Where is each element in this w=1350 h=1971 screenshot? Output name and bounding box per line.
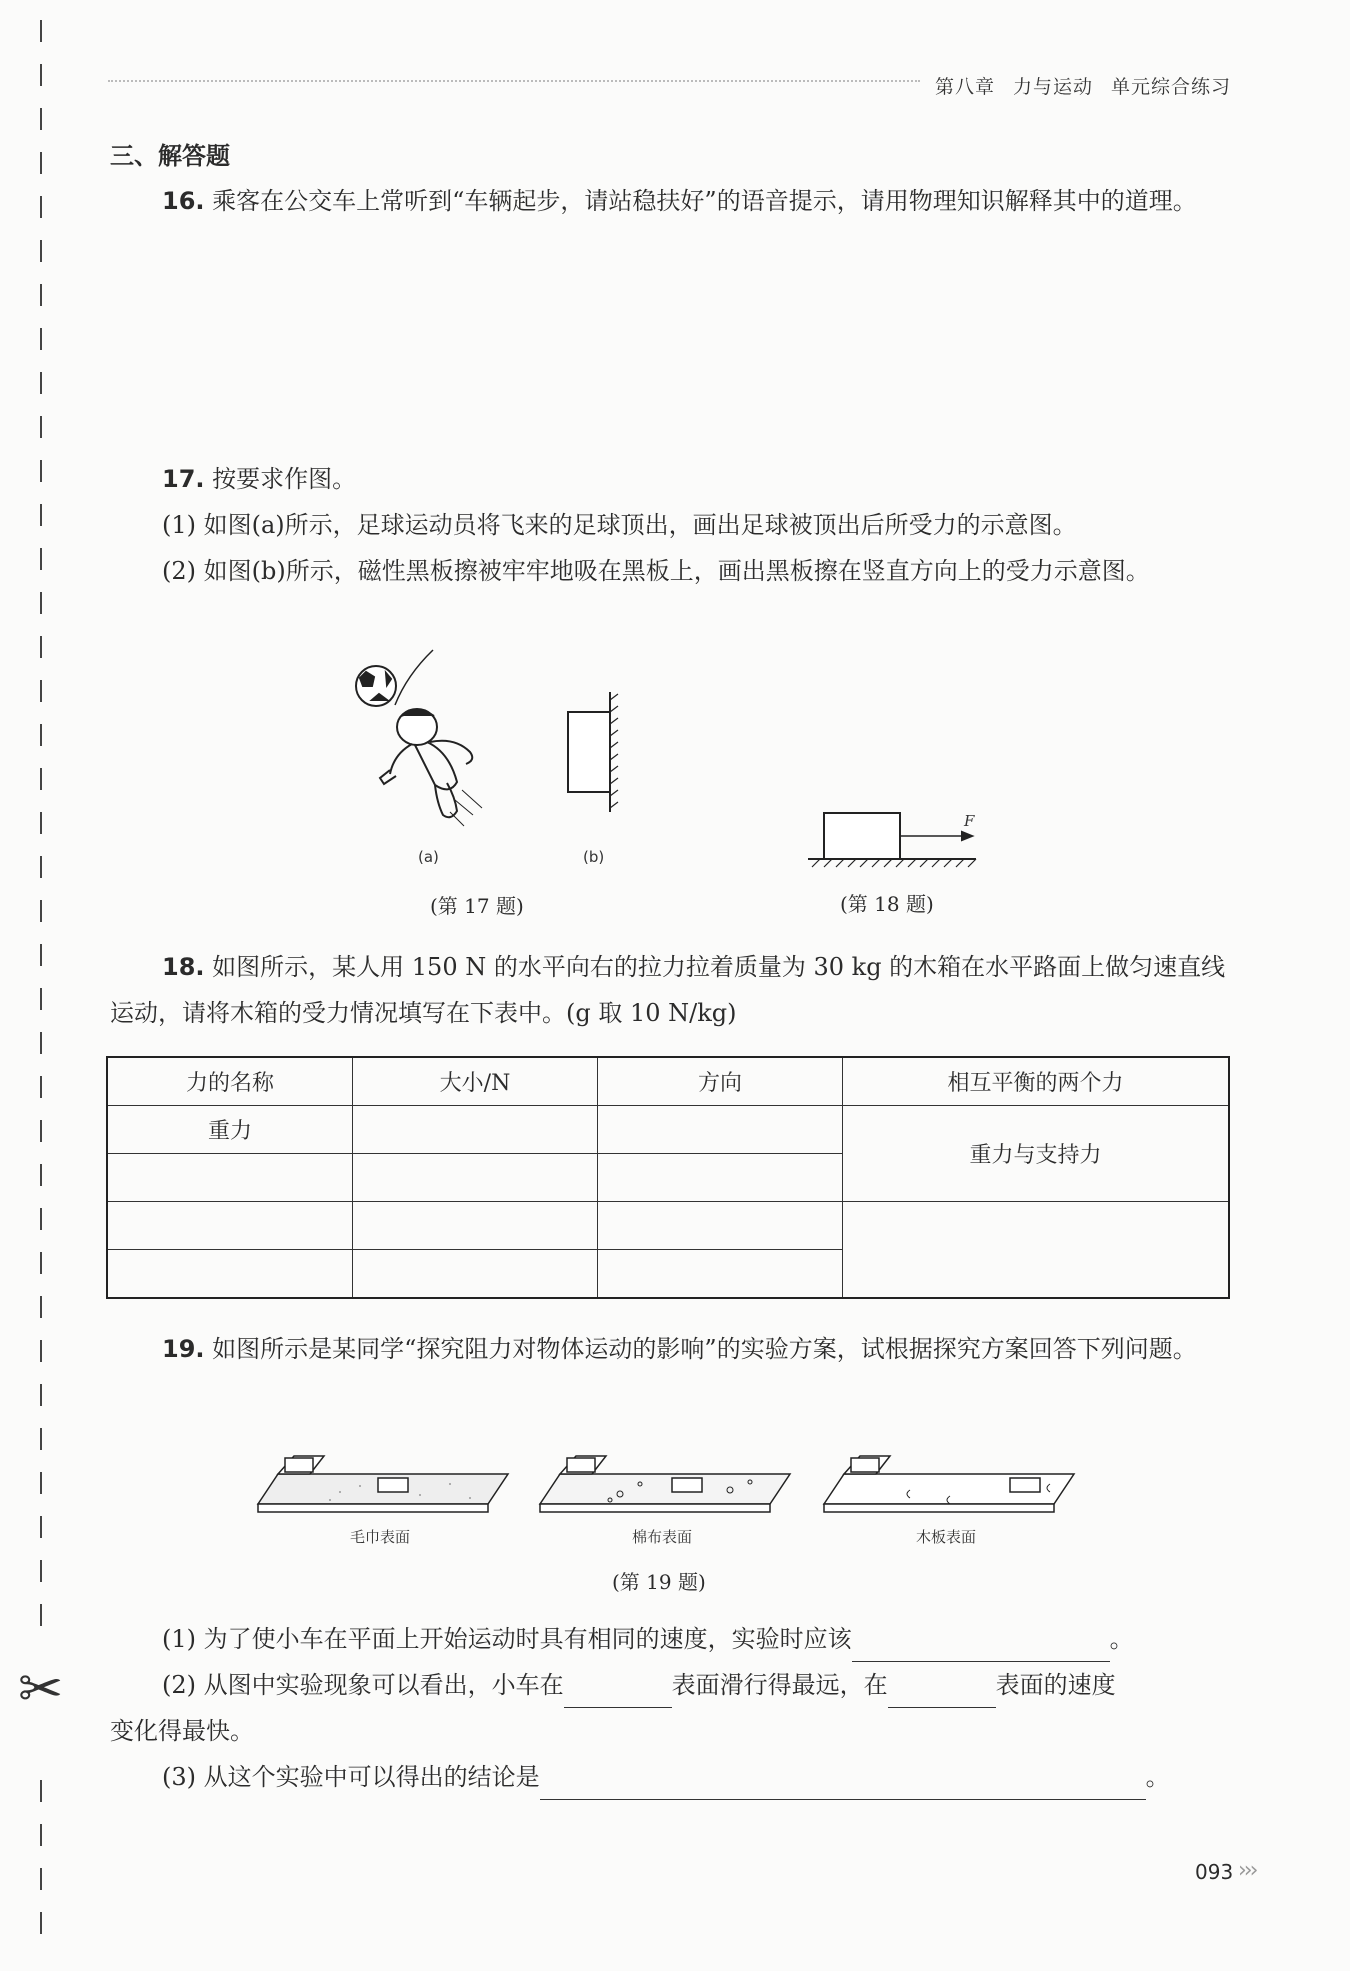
cut-line-dash xyxy=(40,988,42,1010)
surface-label-towel: 毛巾表面 xyxy=(350,1528,411,1546)
cut-line-dash xyxy=(40,1296,42,1318)
question-19-sub1 xyxy=(110,1616,1230,1662)
question-text: 如图所示是某同学“探究阻力对物体运动的影响”的实验方案，试根据探究方案回答下列问题。 xyxy=(212,1335,1197,1363)
header-chapter: 第八章 xyxy=(935,76,996,98)
question-19 xyxy=(110,1326,1230,1372)
force-table xyxy=(106,1056,1230,1299)
question-text: 乘客在公交车上常听到“车辆起步，请站稳扶好”的语音提示，请用物理知识解释其中的道理。 xyxy=(212,187,1197,215)
table-cell[interactable] xyxy=(598,1154,843,1202)
cut-line-dash xyxy=(40,1868,42,1890)
cut-line-dash xyxy=(40,1560,42,1582)
page-arrows-icon: ››› xyxy=(1238,1858,1256,1883)
table-cell: 重力 xyxy=(107,1106,353,1154)
table-cell[interactable] xyxy=(598,1250,843,1299)
cut-line-dash xyxy=(40,1252,42,1274)
sub2-text-c: 表面的速度 xyxy=(995,1671,1116,1699)
surface-label-cotton: 棉布表面 xyxy=(632,1528,693,1546)
cut-line-dash xyxy=(40,1912,42,1934)
cut-line-dash xyxy=(40,20,42,42)
figure-label-a: (a) xyxy=(418,848,439,866)
running-header xyxy=(935,72,1249,99)
table-header: 方向 xyxy=(598,1057,843,1106)
cut-line-dash xyxy=(40,416,42,438)
cut-line-dash xyxy=(40,1384,42,1406)
question-18 xyxy=(110,944,1230,1036)
figure-label-b: (b) xyxy=(583,848,605,866)
table-header: 相互平衡的两个力 xyxy=(843,1057,1230,1106)
table-cell[interactable] xyxy=(353,1202,598,1250)
header-topic: 力与运动 xyxy=(1013,76,1094,98)
table-row xyxy=(107,1106,1229,1154)
caption-17: (第 17 题) xyxy=(430,894,524,918)
force-label: F xyxy=(964,812,975,830)
cut-line-dash xyxy=(40,504,42,526)
cut-line-dash xyxy=(40,1340,42,1362)
cut-line-dash xyxy=(40,460,42,482)
cut-line-dash xyxy=(40,372,42,394)
table-cell[interactable] xyxy=(598,1106,843,1154)
cut-line-dash xyxy=(40,64,42,86)
cut-line-dash xyxy=(40,196,42,218)
end-mark: 。 xyxy=(1109,1625,1134,1653)
table-header: 力的名称 xyxy=(107,1057,353,1106)
answer-blank[interactable] xyxy=(564,1677,672,1708)
table-cell[interactable] xyxy=(353,1106,598,1154)
header-rule xyxy=(108,80,920,82)
towel-track xyxy=(258,1456,508,1512)
cut-line-dash xyxy=(40,1076,42,1098)
question-16 xyxy=(110,178,1230,224)
table-header-row xyxy=(107,1057,1229,1106)
table-cell[interactable] xyxy=(843,1202,1230,1299)
cut-line-dash xyxy=(40,944,42,966)
answer-blank[interactable] xyxy=(540,1769,1146,1800)
cut-line-dash xyxy=(40,548,42,570)
cut-line-dash xyxy=(40,1604,42,1626)
figure-17-18 xyxy=(0,640,1350,890)
table-cell[interactable] xyxy=(107,1250,353,1299)
question-17 xyxy=(110,456,1230,502)
question-17-sub2: (2) 如图(b)所示，磁性黑板擦被牢牢地吸在黑板上，画出黑板擦在竖直方向上的受力示意图。 xyxy=(162,557,1150,585)
cut-line-dash xyxy=(40,1780,42,1802)
cut-line-dash xyxy=(40,900,42,922)
box-pulled-illustration xyxy=(808,813,976,867)
question-19-sub3 xyxy=(110,1754,1230,1800)
table-cell[interactable] xyxy=(107,1154,353,1202)
question-number: 16. xyxy=(162,187,205,215)
sub3-text: (3) 从这个实验中可以得出的结论是 xyxy=(162,1763,540,1791)
cut-line-dash xyxy=(40,1208,42,1230)
cut-line-dash xyxy=(40,1164,42,1186)
cut-line-dash xyxy=(40,240,42,262)
table-row xyxy=(107,1202,1229,1250)
table-cell[interactable] xyxy=(598,1202,843,1250)
cut-line-dash xyxy=(40,284,42,306)
cut-line-dash xyxy=(40,592,42,614)
table-header: 大小/N xyxy=(353,1057,598,1106)
cut-line-dash xyxy=(40,152,42,174)
answer-blank[interactable] xyxy=(852,1631,1110,1662)
question-text: 按要求作图。 xyxy=(212,465,357,493)
section-title: 三、解答题 xyxy=(110,142,230,170)
question-19-sub2 xyxy=(110,1662,1230,1708)
soccer-player-illustration xyxy=(356,650,482,826)
sub2-text-a: (2) 从图中实验现象可以看出，小车在 xyxy=(162,1671,564,1699)
question-text: 如图所示，某人用 150 N 的水平向右的拉力拉着质量为 30 kg 的木箱在水平路面上做匀速直线运动，请将木箱的受力情况填写在下表中。(g 取 10 N/kg) xyxy=(110,953,1226,1027)
cotton-track xyxy=(540,1456,790,1512)
table-cell[interactable] xyxy=(353,1154,598,1202)
wood-track xyxy=(824,1456,1074,1512)
scissors-icon: ✂ xyxy=(18,1657,64,1720)
cut-line-dash xyxy=(40,108,42,130)
caption-18: (第 18 题) xyxy=(840,892,934,916)
question-number: 17. xyxy=(162,465,205,493)
question-number: 18. xyxy=(162,953,205,981)
cut-line-dash xyxy=(40,1120,42,1142)
end-mark: 。 xyxy=(1145,1763,1170,1791)
header-section: 单元综合练习 xyxy=(1111,76,1232,98)
table-cell[interactable] xyxy=(107,1202,353,1250)
surface-label-wood: 木板表面 xyxy=(916,1528,977,1546)
cut-line-dash xyxy=(40,1032,42,1054)
question-number: 19. xyxy=(162,1335,205,1363)
sub1-text: (1) 为了使小车在平面上开始运动时具有相同的速度，实验时应该 xyxy=(162,1625,852,1653)
table-cell[interactable] xyxy=(353,1250,598,1299)
sub2-text-b: 表面滑行得最远，在 xyxy=(671,1671,888,1699)
eraser-on-wall xyxy=(568,692,618,812)
page-number: 093 xyxy=(1195,1860,1234,1884)
table-cell: 重力与支持力 xyxy=(843,1106,1230,1202)
figure-19 xyxy=(0,1440,1350,1540)
answer-blank[interactable] xyxy=(888,1677,996,1708)
caption-19: (第 19 题) xyxy=(612,1570,706,1594)
question-17-sub1: (1) 如图(a)所示，足球运动员将飞来的足球顶出，画出足球被顶出后所受力的示意图。 xyxy=(162,511,1077,539)
cut-line-dash xyxy=(40,1824,42,1846)
question-19-sub2-cont: 变化得最快。 xyxy=(110,1717,254,1745)
cut-line-dash xyxy=(40,328,42,350)
